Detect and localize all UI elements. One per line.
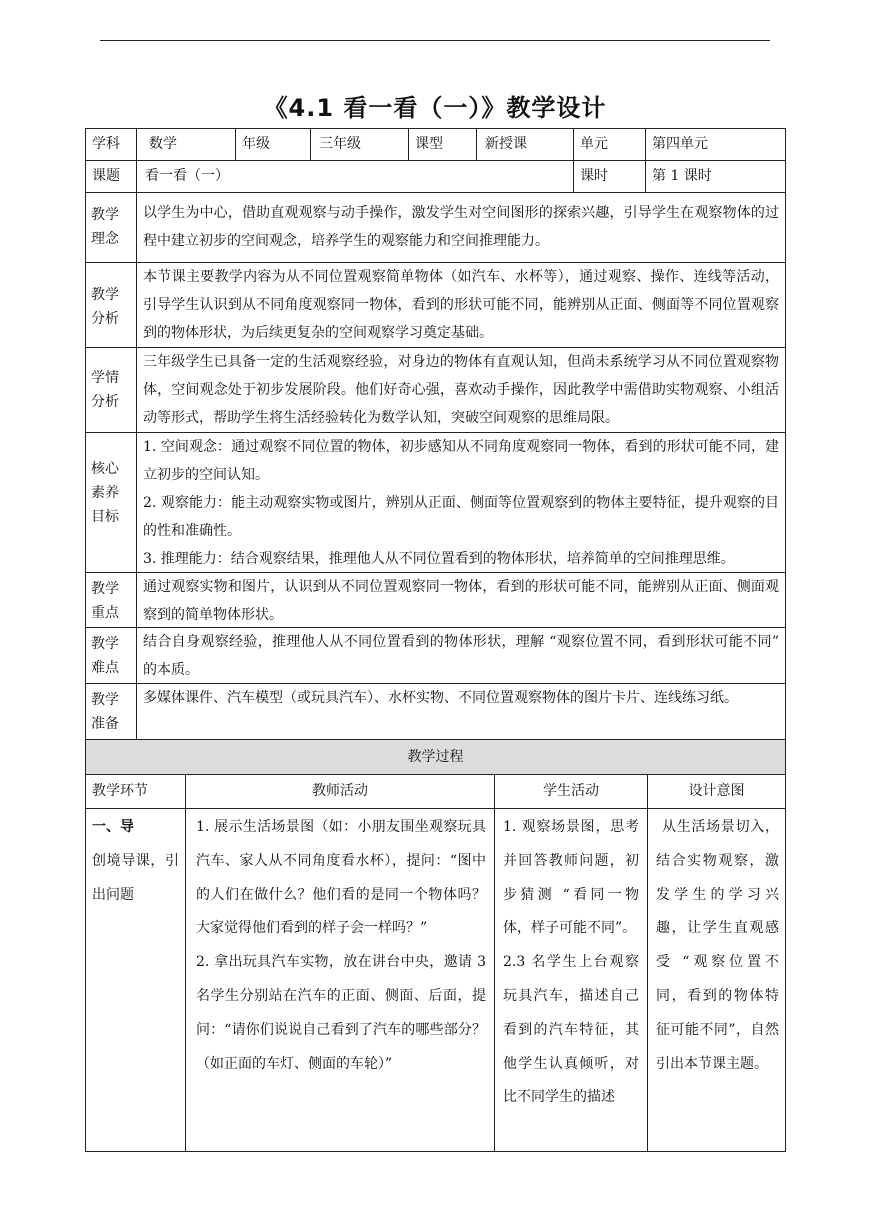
goal-item-3: 3. 推理能力：结合观察结果，推理他人从不同位置看到的物体形状，培养简单的空间推理思维。	[143, 551, 735, 567]
concept-cell	[136, 192, 786, 263]
analysis-cell	[136, 262, 786, 348]
difficulty-label-line-2: 难点	[91, 660, 119, 676]
students-label-cell	[85, 347, 137, 433]
goal-item-1: 1. 空间观念：通过观察不同位置的物体，初步感知从不同角度观察同一物体，看到的形状可能不同，建立初步的空间认知。	[143, 439, 779, 483]
subject-value: 数学	[149, 136, 177, 152]
key-cell	[136, 572, 786, 628]
process-header-intent-cell	[647, 774, 786, 809]
type-value: 新授课	[485, 136, 527, 152]
process-title-cell	[85, 739, 786, 775]
prep-label-cell	[85, 683, 137, 740]
period-cell	[645, 160, 786, 193]
key-label-cell	[85, 572, 137, 628]
period-label-cell	[573, 160, 646, 193]
analysis-label-line-1: 教学	[91, 287, 119, 303]
teacher-activity-1: 1. 展示生活场景图（如：小朋友围坐观察玩具汽车、家人从不同角度看水杯），提问：“图中的人们在做什么？他们看的是同一个物体吗？大家觉得他们看到的样子会一样吗？”	[196, 819, 486, 937]
goals-label-line-2: 素养	[91, 485, 119, 501]
difficulty-label-cell	[85, 627, 137, 684]
teacher-activity-2: 2. 拿出玩具汽车实物，放在讲台中央，邀请 3 名学生分别站在汽车的正面、侧面、后面，提问：“请你们说说自己看到了汽车的哪些部分？（如正面的车灯、侧面的车轮）”	[196, 954, 486, 1072]
goals-label-line-1: 核心	[91, 461, 119, 477]
difficulty-cell	[136, 627, 786, 684]
prep-label-line-1: 教学	[91, 692, 119, 708]
goals-label-cell	[85, 432, 137, 573]
process-header-student: 学生活动	[543, 783, 599, 799]
subject-cell	[136, 128, 236, 161]
student-activity-1: 1. 观察场景图，思考并回答教师问题，初步猜测 “看同一物体，样子可能不同”。	[503, 819, 639, 937]
topic-value: 看一看（一）	[145, 168, 229, 184]
process-student-cell	[494, 808, 648, 1152]
analysis-label-line-2: 分析	[91, 311, 119, 327]
analysis-text: 本节课主要教学内容为从不同位置观察简单物体（如汽车、水杯等），通过观察、操作、连线等活动，引导学生认识到从不同角度观察同一物体，看到的形状可能不同，能辨别从正面、侧面等不同位置观察到的物体形状，为后续更复杂的空间观察学习奠定基础。	[143, 269, 779, 341]
process-header-step: 教学环节	[92, 783, 148, 799]
goal-item-2: 2. 观察能力：能主动观察实物或图片，辨别从正面、侧面等位置观察到的物体主要特征，提升观察的目的性和准确性。	[143, 495, 779, 539]
process-intent-cell	[647, 808, 786, 1152]
process-step-sub: 创境导课，引出问题	[92, 852, 179, 903]
key-text: 通过观察实物和图片，认识到从不同位置观察同一物体，看到的形状可能不同，能辨别从正面、侧面观察到的简单物体形状。	[143, 579, 779, 623]
prep-text: 多媒体课件、汽车模型（或玩具汽车）、水杯实物、不同位置观察物体的图片卡片、连线练习纸。	[143, 690, 738, 706]
unit-value: 第四单元	[652, 136, 708, 152]
header-rule	[100, 40, 770, 41]
process-header-teacher: 教师活动	[312, 783, 368, 799]
unit-cell	[645, 128, 786, 161]
student-activity-2: 2.3 名学生上台观察玩具汽车，描述自己看到的汽车特征，其他学生认真倾听，对比不同学生的描述	[503, 954, 639, 1106]
goals-cell	[136, 432, 786, 573]
process-step-cell	[85, 808, 186, 1152]
key-label-line-2: 重点	[91, 605, 119, 621]
topic-label: 课题	[92, 168, 120, 184]
period-value: 第 1 课时	[652, 168, 712, 184]
process-header-student-cell	[494, 774, 648, 809]
process-step-name: 一、导	[92, 819, 134, 835]
concept-label-cell	[85, 192, 137, 263]
students-text: 三年级学生已具备一定的生活观察经验，对身边的物体有直观认知，但尚未系统学习从不同位置观察物体，空间观念处于初步发展阶段。他们好奇心强，喜欢动手操作，因此教学中需借助实物观察、小组活动等形式，帮助学生将生活经验转化为数学认知，突破空间观察的思维局限。	[143, 354, 779, 426]
students-label-line-2: 分析	[91, 394, 119, 410]
subject-label-cell	[85, 128, 137, 161]
concept-text: 以学生为中心，借助直观观察与动手操作，激发学生对空间图形的探索兴趣，引导学生在观察物体的过程中建立初步的空间观念，培养学生的观察能力和空间推理能力。	[143, 205, 779, 249]
prep-label-line-2: 准备	[91, 716, 119, 732]
process-title: 教学过程	[407, 749, 464, 765]
goals-label-line-3: 目标	[91, 509, 119, 525]
type-label: 课型	[415, 136, 443, 152]
difficulty-text: 结合自身观察经验，推理他人从不同位置看到的物体形状，理解 “观察位置不同，看到形状可能不同” 的本质。	[143, 634, 779, 678]
process-header-teacher-cell	[185, 774, 495, 809]
grade-value: 三年级	[319, 136, 361, 152]
concept-label-line-1: 教学	[91, 207, 119, 223]
students-label-line-1: 学情	[91, 370, 119, 386]
process-header-intent: 设计意图	[688, 783, 745, 799]
prep-cell	[136, 683, 786, 740]
period-label: 课时	[580, 168, 608, 184]
process-intent-text: 从生活场景切入，结合实物观察，激发学生的学习兴趣，让学生直观感受 “观察位置不同，看到的物体特征可能不同”，自然引出本节课主题。	[656, 819, 779, 1072]
type-cell	[476, 128, 574, 161]
topic-label-cell	[85, 160, 137, 193]
document-title: 《4.1 看一看（一）》教学设计	[263, 94, 607, 122]
process-header-step-cell	[85, 774, 186, 809]
difficulty-label-line-1: 教学	[91, 636, 119, 652]
topic-cell	[136, 160, 574, 193]
grade-label-cell	[235, 128, 311, 161]
concept-label-line-2: 理念	[91, 231, 119, 247]
type-label-cell	[408, 128, 477, 161]
unit-label: 单元	[580, 136, 608, 152]
grade-cell	[310, 128, 409, 161]
grade-label: 年级	[242, 136, 270, 152]
process-teacher-cell	[185, 808, 495, 1152]
key-label-line-1: 教学	[91, 581, 119, 597]
analysis-label-cell	[85, 262, 137, 348]
unit-label-cell	[573, 128, 646, 161]
students-cell	[136, 347, 786, 433]
subject-label: 学科	[92, 136, 120, 152]
